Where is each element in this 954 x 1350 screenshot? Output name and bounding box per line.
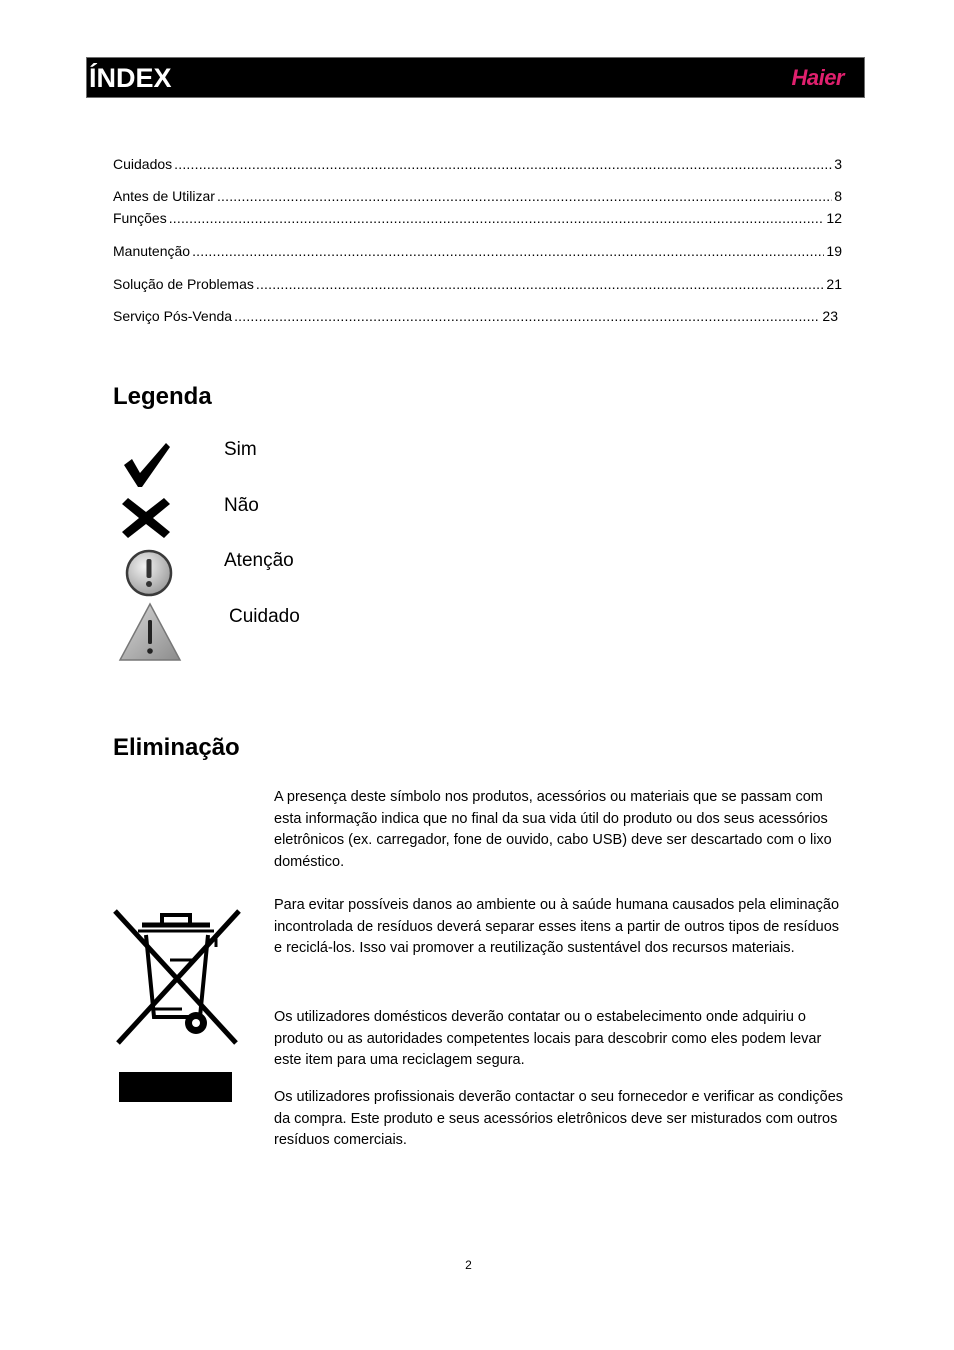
toc-leader-dots <box>192 241 824 261</box>
toc-page-number: 3 <box>834 156 842 172</box>
toc-leader-dots <box>174 154 832 174</box>
toc-leader-dots <box>256 274 825 294</box>
legend-heading: Legenda <box>113 383 212 410</box>
legend-label-sim: Sim <box>224 439 257 460</box>
legend-label-nao: Não <box>224 495 259 516</box>
toc-entry-servico-pos-venda[interactable] <box>113 306 838 326</box>
toc-label: Antes de Utilizar <box>113 188 215 204</box>
toc-page-number: 8 <box>834 188 842 204</box>
disposal-paragraph: A presença deste símbolo nos produtos, acessórios ou materiais que se passam com esta informação indica que no final da sua vida útil do produto ou dos seus acessórios eletrônicos (ex. carregador, fone de ouvido, cabo USB) deve ser descartado com o lixo doméstico. <box>274 789 832 870</box>
check-icon <box>118 441 174 489</box>
toc-page-number: 19 <box>826 243 842 259</box>
disposal-heading: Eliminação <box>113 734 240 761</box>
toc-leader-dots <box>234 306 820 326</box>
toc-entry-manutencao[interactable] <box>113 241 842 261</box>
toc-entry-cuidados[interactable] <box>113 154 842 174</box>
cross-icon <box>118 496 174 540</box>
toc-entry-solucao-de-problemas[interactable] <box>113 274 842 294</box>
toc-label: Solução de Problemas <box>113 276 254 292</box>
toc-leader-dots <box>217 186 832 206</box>
crossed-out-wheelie-bin-icon <box>112 905 242 1047</box>
toc-label: Serviço Pós-Venda <box>113 308 233 324</box>
disposal-paragraph: Os utilizadores profissionais deverão contactar o seu fornecedor e verificar as condições da compra. Este produto e seus acessórios eletrônicos deve ser misturados com outros resíduos comerciais. <box>274 1089 844 1148</box>
toc-entry-antes-de-utilizar[interactable] <box>113 186 842 206</box>
toc-label: Cuidados <box>113 156 173 172</box>
legend-label-cuidado: Cuidado <box>229 606 300 627</box>
disposal-paragraph: Para evitar possíveis danos ao ambiente ou à saúde humana causados pela eliminação incontrolada de resíduos deverá separar esses itens a partir de outros tipos de resíduos e reciclá-los. Isso vai promover a reutilização sustentável dos recursos materiais. <box>274 897 840 956</box>
legend-label-atencao: Atenção <box>224 550 294 571</box>
toc-label: Funções <box>113 210 167 226</box>
toc-leader-dots <box>169 208 825 228</box>
disposal-paragraph: Os utilizadores domésticos deverão contatar ou o estabelecimento onde adquiriu o produto ou as autoridades competentes locais para descobrir como eles podem levar este item para uma reciclagem segura. <box>274 1009 822 1068</box>
exclamation-circle-icon <box>124 548 174 598</box>
brand-logo: Haier <box>791 65 844 90</box>
toc-page-number: 12 <box>826 210 842 226</box>
black-bar-marker <box>119 1072 232 1102</box>
warning-triangle-icon <box>118 602 182 662</box>
toc-page-number: 23 <box>822 308 838 324</box>
header-bar <box>86 57 865 98</box>
toc-entry-funcoes[interactable] <box>113 208 842 228</box>
page-title: ÍNDEX <box>89 63 172 93</box>
toc-page-number: 21 <box>826 276 842 292</box>
page-number: 2 <box>465 1258 472 1272</box>
toc-label: Manutenção <box>113 243 191 259</box>
